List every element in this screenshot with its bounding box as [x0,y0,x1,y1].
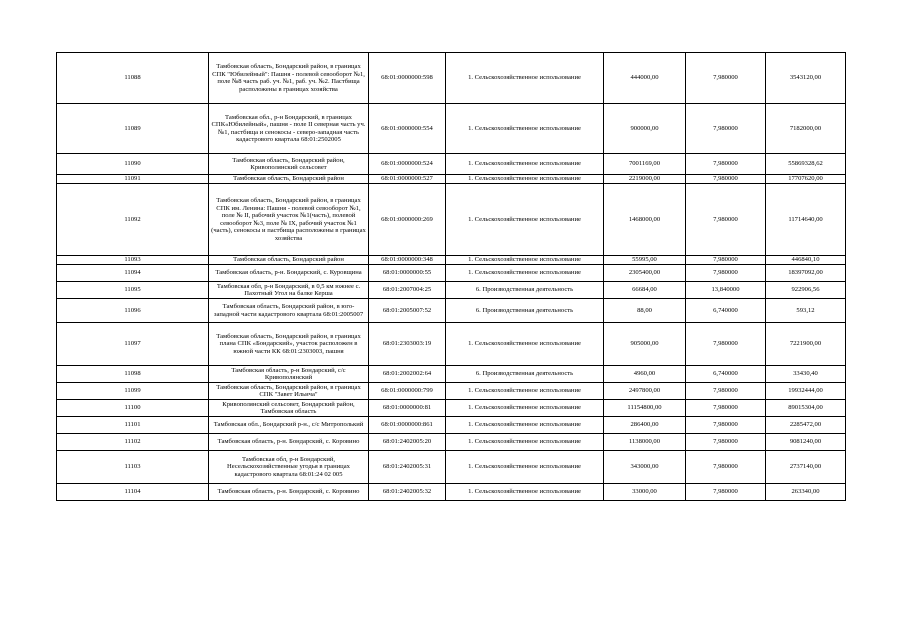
row-land-use-category: 1. Сельскохозяйственное использование [446,154,604,175]
table-row [57,184,846,256]
row-cadastral-value: 89015304,00 [766,400,846,417]
row-address: Тамбовская область, Бондарский район, в границах СПК "Юбилейный": Пашня - полевой севооборот №1, поле №8 часть раб. уч. №1, раб. уч. №2. Пастбища расположены в границах хозяйства [209,53,369,104]
row-cadastral-value: 17707620,00 [766,175,846,184]
row-specific-value: 6,740000 [686,366,766,383]
row-area: 343000,00 [604,451,686,484]
table-row [57,323,846,366]
row-address: Тамбовская область, р-н. Бондарский, с. Коровино [209,434,369,451]
row-area: 1468000,00 [604,184,686,256]
row-cadastral-number: 68:01:0000000:598 [369,53,446,104]
table-row [57,175,846,184]
table-row [57,53,846,104]
row-specific-value: 7,980000 [686,451,766,484]
row-number: 11097 [57,323,209,366]
row-cadastral-number: 68:01:2402005:31 [369,451,446,484]
row-number: 11095 [57,282,209,299]
row-number: 11103 [57,451,209,484]
row-area: 444000,00 [604,53,686,104]
row-area: 2497800,00 [604,383,686,400]
row-area: 900000,00 [604,104,686,154]
row-land-use-category: 1. Сельскохозяйственное использование [446,104,604,154]
row-land-use-category: 1. Сельскохозяйственное использование [446,53,604,104]
row-specific-value: 7,980000 [686,104,766,154]
row-cadastral-value: 446840,10 [766,256,846,265]
row-specific-value: 7,980000 [686,484,766,501]
row-land-use-category: 6. Производственная деятельность [446,366,604,383]
table-row [57,104,846,154]
row-specific-value: 7,980000 [686,400,766,417]
row-land-use-category: 1. Сельскохозяйственное использование [446,323,604,366]
row-land-use-category: 6. Производственная деятельность [446,282,604,299]
row-address: Тамбовская область, Бондарский район [209,175,369,184]
row-cadastral-number: 68:01:2002002:64 [369,366,446,383]
row-specific-value: 7,980000 [686,383,766,400]
row-address: Тамбовская обл, р-н Бондарский, Несельскохозяйственные угодья в границах кадастрового квартала 68:01:24 02 005 [209,451,369,484]
row-land-use-category: 1. Сельскохозяйственное использование [446,265,604,282]
row-land-use-category: 1. Сельскохозяйственное использование [446,400,604,417]
table-row [57,434,846,451]
row-cadastral-number: 68:01:0000000:527 [369,175,446,184]
table-row [57,417,846,434]
table-body [57,53,846,501]
row-area: 55995,00 [604,256,686,265]
row-address: Тамбовская область, р-н Бондарский, с/с Кривополянский [209,366,369,383]
row-address: Тамбовская область, Бондарский район, в юго-западной части кадастрового квартала 68:01:2005007 [209,299,369,323]
table-row [57,400,846,417]
row-area: 7001169,00 [604,154,686,175]
table-row [57,366,846,383]
row-address: Тамбовская область, Бондарский район, в границах СПК "Завет Ильича" [209,383,369,400]
row-land-use-category: 1. Сельскохозяйственное использование [446,484,604,501]
row-cadastral-value: 11714640,00 [766,184,846,256]
row-cadastral-value: 2285472,00 [766,417,846,434]
row-number: 11093 [57,256,209,265]
row-cadastral-value: 922906,56 [766,282,846,299]
row-area: 66684,00 [604,282,686,299]
row-number: 11094 [57,265,209,282]
row-specific-value: 7,980000 [686,184,766,256]
row-cadastral-number: 68:01:0000000:348 [369,256,446,265]
row-specific-value: 7,980000 [686,256,766,265]
row-area: 1138000,00 [604,434,686,451]
row-land-use-category: 1. Сельскохозяйственное использование [446,256,604,265]
row-address: Тамбовская область, р-н. Бондарский, с. Коровино [209,484,369,501]
row-cadastral-number: 68:01:2005007:52 [369,299,446,323]
row-number: 11104 [57,484,209,501]
row-address: Тамбовская область, р-н. Бондарский, с. Куровщина [209,265,369,282]
table-row [57,256,846,265]
row-number: 11092 [57,184,209,256]
row-cadastral-value: 7182000,00 [766,104,846,154]
row-specific-value: 7,980000 [686,154,766,175]
row-land-use-category: 1. Сельскохозяйственное использование [446,184,604,256]
row-area: 286400,00 [604,417,686,434]
land-cadastral-table [56,52,846,501]
row-address: Тамбовская область, Бондарский район, в границах СПК им. Ленина: Пашня - полевой севооборот №1, поле № II, рабочий участок №1(часть), полевой севооборот №3, поле № IX, рабочий участок №1 (часть), сенокосы и пастбища расположены в границах хозяйства [209,184,369,256]
row-land-use-category: 1. Сельскохозяйственное использование [446,434,604,451]
row-land-use-category: 1. Сельскохозяйственное использование [446,383,604,400]
row-specific-value: 7,980000 [686,417,766,434]
row-land-use-category: 1. Сельскохозяйственное использование [446,451,604,484]
row-cadastral-value: 2737140,00 [766,451,846,484]
row-cadastral-number: 68:01:0000000:55 [369,265,446,282]
row-number: 11090 [57,154,209,175]
row-specific-value: 7,980000 [686,175,766,184]
row-number: 11100 [57,400,209,417]
row-specific-value: 6,740000 [686,299,766,323]
row-cadastral-value: 3543120,00 [766,53,846,104]
table-row [57,383,846,400]
row-address: Тамбовская обл, р-н Бондарский, в 0,5 км южнее с. Пахотный Угол на балке Керша [209,282,369,299]
row-cadastral-value: 593,12 [766,299,846,323]
row-number: 11088 [57,53,209,104]
row-cadastral-value: 18397092,00 [766,265,846,282]
row-specific-value: 13,840000 [686,282,766,299]
row-cadastral-number: 68:01:0000000:799 [369,383,446,400]
row-address: Тамбовская обл., Бондарский р-н., с/с Митрополький [209,417,369,434]
row-number: 11091 [57,175,209,184]
table-row [57,451,846,484]
table-row [57,265,846,282]
row-area: 11154800,00 [604,400,686,417]
row-address: Тамбовская обл., р-н Бондарский, в границах СПК«Юбилейный», пашня - поле II северная часть уч. №1, пастбища и сенокосы - северо-западная часть кадастрового квартала 68:01:2502005 [209,104,369,154]
table-row [57,299,846,323]
table-row [57,484,846,501]
row-cadastral-value: 7221900,00 [766,323,846,366]
row-area: 4960,00 [604,366,686,383]
row-cadastral-value: 263340,00 [766,484,846,501]
row-address: Тамбовская область, Бондарский район, Кривополянский сельсовет [209,154,369,175]
row-cadastral-number: 68:01:0000000:81 [369,400,446,417]
row-land-use-category: 6. Производственная деятельность [446,299,604,323]
row-cadastral-number: 68:01:0000000:524 [369,154,446,175]
row-specific-value: 7,980000 [686,323,766,366]
row-area: 905000,00 [604,323,686,366]
row-area: 33000,00 [604,484,686,501]
row-address: Кривополянский сельсовет, Бондарский район, Тамбовская область [209,400,369,417]
table-row [57,282,846,299]
row-cadastral-value: 33430,40 [766,366,846,383]
table-row [57,154,846,175]
row-specific-value: 7,980000 [686,434,766,451]
row-land-use-category: 1. Сельскохозяйственное использование [446,417,604,434]
row-number: 11099 [57,383,209,400]
row-number: 11089 [57,104,209,154]
row-cadastral-value: 19932444,00 [766,383,846,400]
row-address: Тамбовская область, Бондарский район, в границах плана СПК «Бондарский», участок расположен в южной части КК 68:01:2303003, пашня [209,323,369,366]
row-cadastral-value: 55869328,62 [766,154,846,175]
row-cadastral-number: 68:01:2007004:25 [369,282,446,299]
row-number: 11101 [57,417,209,434]
row-cadastral-number: 68:01:2402005:20 [369,434,446,451]
row-number: 11098 [57,366,209,383]
row-cadastral-value: 9081240,00 [766,434,846,451]
row-cadastral-number: 68:01:0000000:554 [369,104,446,154]
row-cadastral-number: 68:01:0000000:269 [369,184,446,256]
row-number: 11102 [57,434,209,451]
row-area: 88,00 [604,299,686,323]
row-number: 11096 [57,299,209,323]
row-area: 2305400,00 [604,265,686,282]
row-cadastral-number: 68:01:2402005:32 [369,484,446,501]
row-address: Тамбовская область, Бондарский район [209,256,369,265]
row-specific-value: 7,980000 [686,265,766,282]
row-cadastral-number: 68:01:0000000:861 [369,417,446,434]
row-land-use-category: 1. Сельскохозяйственное использование [446,175,604,184]
row-cadastral-number: 68:01:2303003:19 [369,323,446,366]
row-specific-value: 7,980000 [686,53,766,104]
row-area: 2219000,00 [604,175,686,184]
